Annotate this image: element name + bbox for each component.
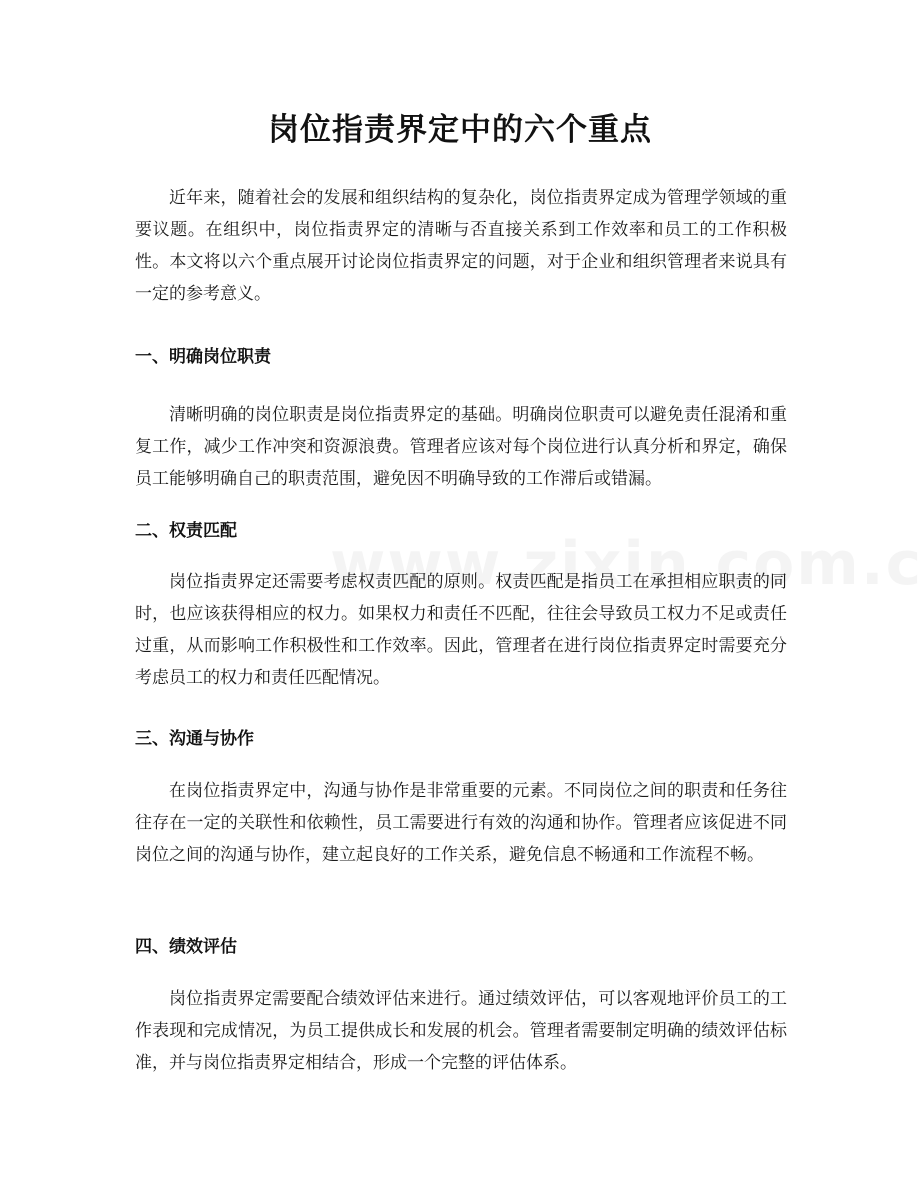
section-body-1: 清晰明确的岗位职责是岗位指责界定的基础。明确岗位职责可以避免责任混淆和重复工作，减少工作冲突和资源浪费。管理者应该对每个岗位进行认真分析和界定，确保员工能够明确自己的职责范围，避免因不明确导致的工作滞后或错漏。 (135, 405, 787, 489)
section-heading-2: 二、权责匹配 (135, 521, 237, 541)
section-heading-1: 一、明确岗位职责 (135, 347, 271, 367)
document-title: 岗位指责界定中的六个重点 (268, 112, 652, 148)
section-body-3: 在岗位指责界定中，沟通与协作是非常重要的元素。不同岗位之间的职责和任务往往存在一定的关联性和依赖性，员工需要进行有效的沟通和协作。管理者应该促进不同岗位之间的沟通与协作，建立起良好的工作关系，避免信息不畅通和工作流程不畅。 (135, 781, 787, 865)
section-body-2: 岗位指责界定还需要考虑权责匹配的原则。权责匹配是指员工在承担相应职责的同时，也应该获得相应的权力。如果权力和责任不匹配，往往会导致员工权力不足或责任过重，从而影响工作积极性和工作效率。因此，管理者在进行岗位指责界定时需要充分考虑员工的权力和责任匹配情况。 (135, 572, 787, 688)
intro-paragraph: 近年来，随着社会的发展和组织结构的复杂化，岗位指责界定成为管理学领域的重要议题。在组织中，岗位指责界定的清晰与否直接关系到工作效率和员工的工作积极性。本文将以六个重点展开讨论岗位指责界定的问题，对于企业和组织管理者来说具有一定的参考意义。 (135, 188, 787, 304)
section-heading-4: 四、绩效评估 (135, 937, 237, 957)
section-heading-3: 三、沟通与协作 (135, 729, 254, 749)
section-body-4: 岗位指责界定需要配合绩效评估来进行。通过绩效评估，可以客观地评价员工的工作表现和完成情况，为员工提供成长和发展的机会。管理者需要制定明确的绩效评估标准，并与岗位指责界定相结合，形成一个完整的评估体系。 (135, 989, 787, 1073)
